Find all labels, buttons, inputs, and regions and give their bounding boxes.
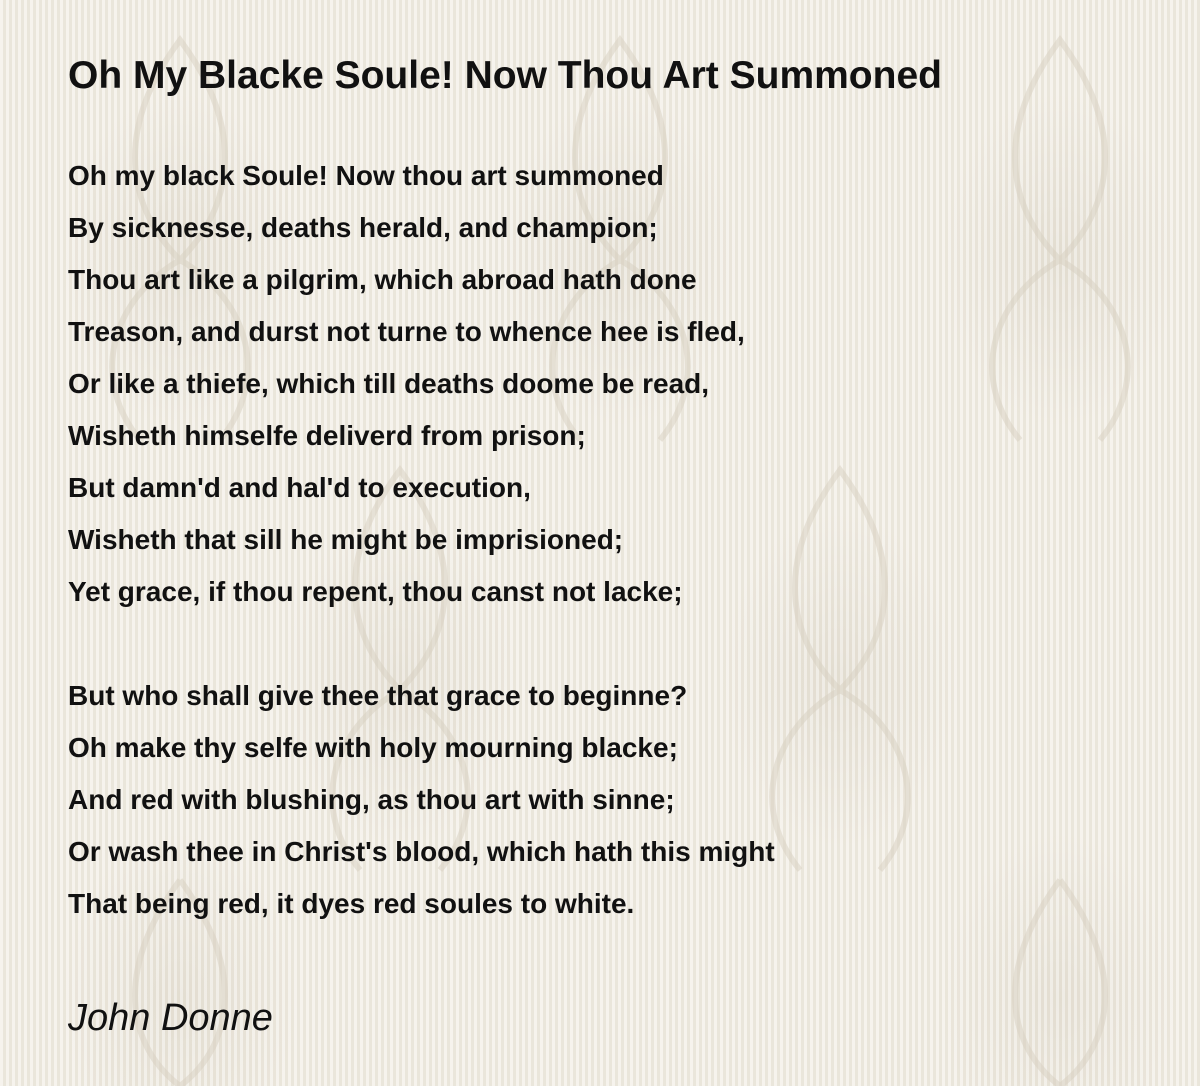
stanza-2 <box>68 670 1168 930</box>
poem-page <box>68 52 1168 1042</box>
poem-line: Yet grace, if thou repent, thou canst not lacke; <box>68 576 683 607</box>
poem-title: Oh My Blacke Soule! Now Thou Art Summoned <box>68 54 942 97</box>
poem-body <box>68 150 1168 930</box>
poem-line: But damn'd and hal'd to execution, <box>68 472 531 503</box>
poem-line: By sicknesse, deaths herald, and champion; <box>68 212 658 243</box>
poem-line: Oh my black Soule! Now thou art summoned <box>68 160 664 191</box>
poem-line: Wisheth that sill he might be imprisioned; <box>68 524 624 555</box>
poem-line: And red with blushing, as thou art with sinne; <box>68 784 675 815</box>
poem-line: But who shall give thee that grace to beginne? <box>68 680 688 711</box>
poem-line: Thou art like a pilgrim, which abroad hath done <box>68 264 697 295</box>
poem-line: That being red, it dyes red soules to white. <box>68 888 635 919</box>
poem-author: John Donne <box>68 997 273 1039</box>
poem-line: Wisheth himselfe deliverd from prison; <box>68 420 586 451</box>
poem-line: Oh make thy selfe with holy mourning blacke; <box>68 732 678 763</box>
stanza-1 <box>68 150 1168 618</box>
poem-line: Treason, and durst not turne to whence hee is fled, <box>68 316 745 347</box>
poem-line: Or wash thee in Christ's blood, which hath this might <box>68 836 775 867</box>
poem-line: Or like a thiefe, which till deaths doome be read, <box>68 368 710 399</box>
